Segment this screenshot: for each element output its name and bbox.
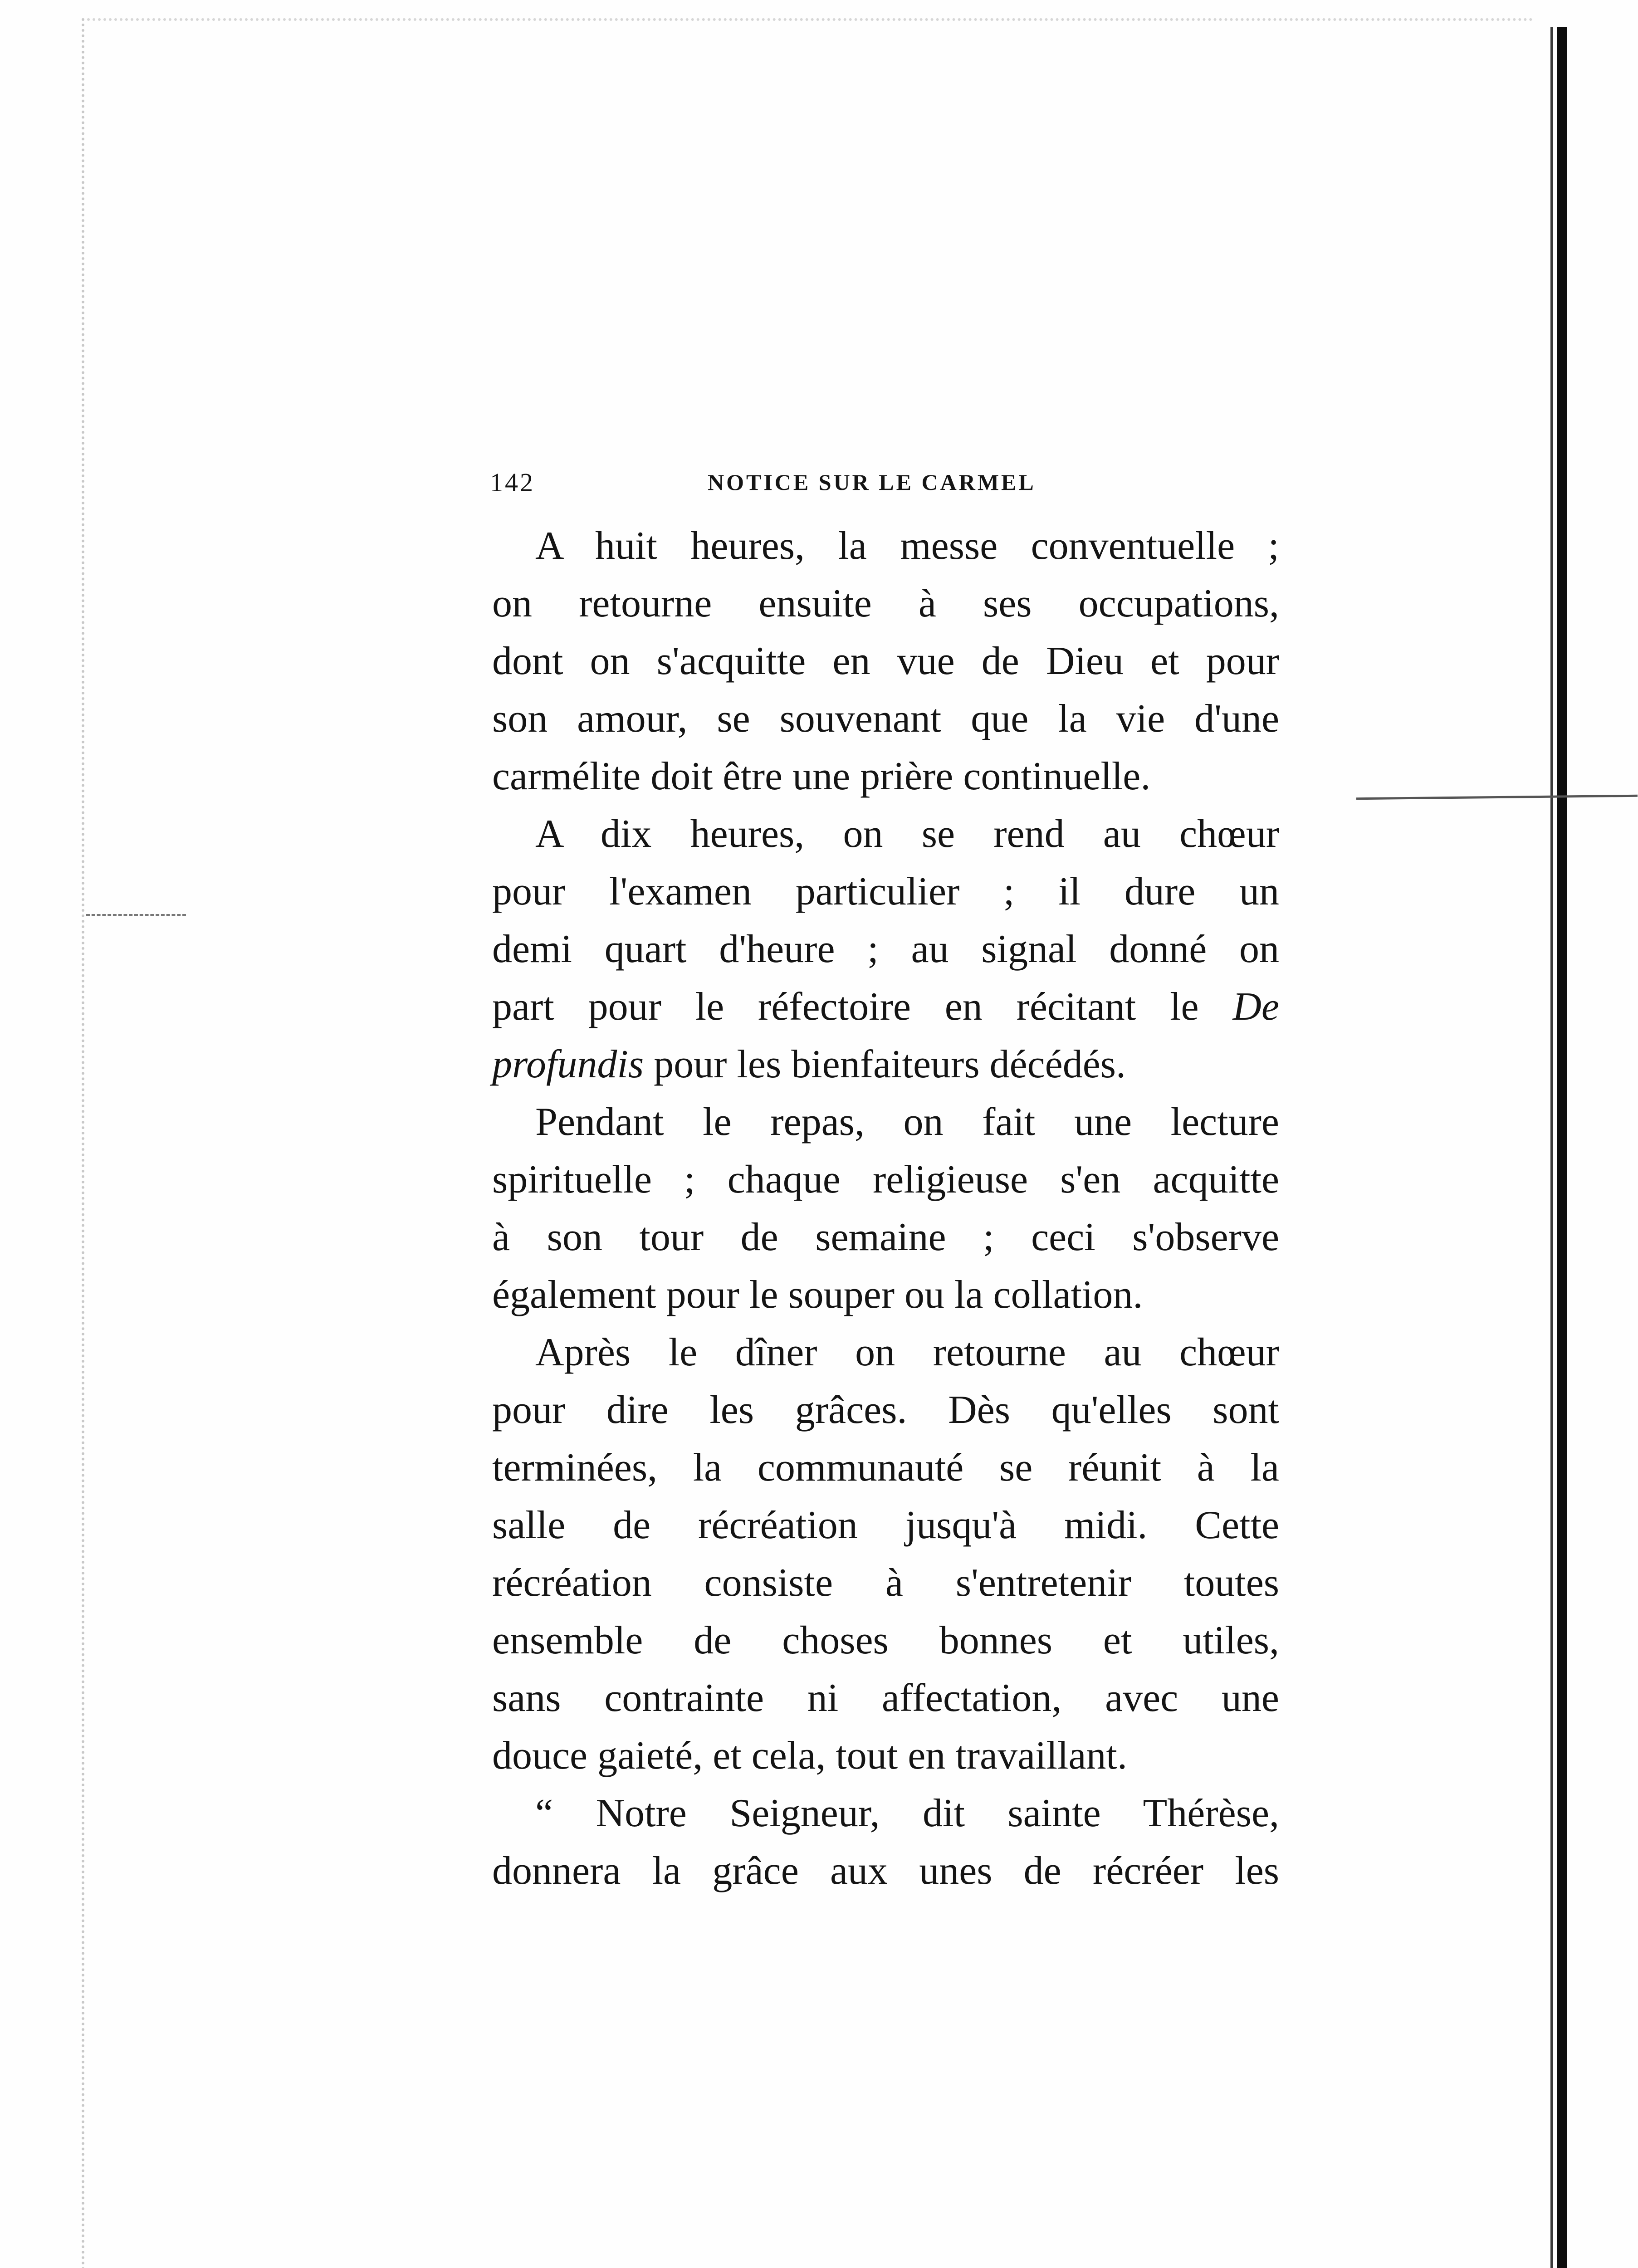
text-line: “ Notre Seigneur, dit sainte Thérèse, — [535, 1791, 1279, 1835]
italic-text: profundis — [492, 1042, 644, 1086]
text-line: récréation consiste à s'entretenir toutes — [492, 1561, 1279, 1605]
page-number: 142 — [490, 468, 535, 497]
text-line: on retourne ensuite à ses occupations, — [492, 582, 1279, 626]
text-line — [492, 978, 1279, 1036]
italic-text: De — [1232, 985, 1279, 1029]
scan-edge-left — [82, 18, 84, 2268]
text-line: dont on s'acquitte en vue de Dieu et pour — [492, 639, 1279, 683]
text-line: demi quart d'heure ; au signal donné on — [492, 927, 1279, 971]
text-line — [492, 1036, 1279, 1093]
text-line: pour dire les grâces. Dès qu'elles sont — [492, 1388, 1279, 1432]
binding-edge — [1557, 27, 1567, 2268]
text-line: terminées, la communauté se réunit à la — [492, 1446, 1279, 1490]
text-line: également pour le souper ou la collation. — [492, 1273, 1143, 1317]
line-text: pour les bienfaiteurs décédés. — [654, 1042, 1126, 1086]
text-line: salle de récréation jusqu'à midi. Cette — [492, 1503, 1279, 1547]
running-head-title: NOTICE SUR LE CARMEL — [708, 469, 1036, 495]
text-line: pour l'examen particulier ; il dure un — [492, 870, 1279, 914]
text-line: sans contrainte ni affectation, avec une — [492, 1676, 1279, 1720]
text-line: carmélite doit être une prière continuelle. — [492, 754, 1151, 798]
scan-edge-top — [82, 18, 1533, 21]
binding-shadow — [1550, 27, 1553, 2268]
running-head — [490, 467, 1071, 503]
line-text: part pour le réfectoire en récitant le — [492, 985, 1199, 1029]
text-line: A huit heures, la messe conventuelle ; — [535, 524, 1279, 568]
stray-mark-line — [1356, 795, 1638, 800]
text-line: à son tour de semaine ; ceci s'observe — [492, 1215, 1279, 1259]
text-line: donnera la grâce aux unes de récréer les — [492, 1849, 1279, 1893]
stray-mark-dash — [86, 914, 186, 916]
body-text — [492, 517, 1279, 1900]
text-line: douce gaieté, et cela, tout en travaillant. — [492, 1734, 1128, 1778]
text-line: son amour, se souvenant que la vie d'une — [492, 697, 1279, 741]
text-line: spirituelle ; chaque religieuse s'en acquitte — [492, 1158, 1279, 1202]
text-line: Pendant le repas, on fait une lecture — [535, 1100, 1279, 1144]
text-line: Après le dîner on retourne au chœur — [535, 1330, 1279, 1374]
text-line: ensemble de choses bonnes et utiles, — [492, 1618, 1279, 1662]
text-line: A dix heures, on se rend au chœur — [535, 812, 1279, 856]
